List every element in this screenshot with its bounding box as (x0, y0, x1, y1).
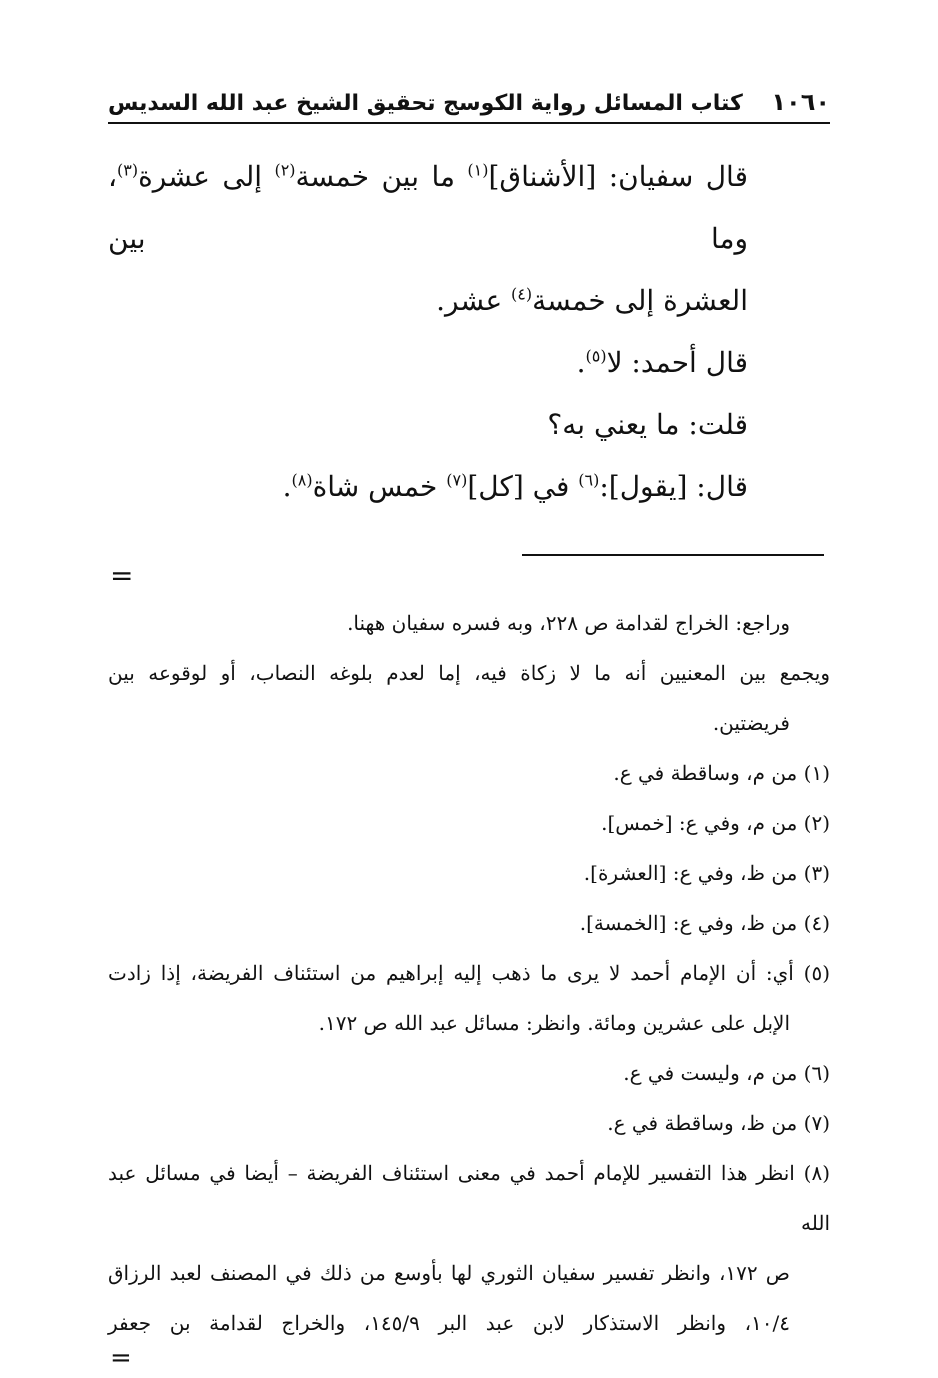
text-run: قال سفيان: [الأشناق] (488, 160, 748, 193)
text-run: عشر. (436, 284, 512, 317)
text-run: خمس شاة (312, 470, 447, 503)
footnote-1: (١) من م، وساقطة في ع. (613, 761, 830, 785)
paragraph-answer (108, 456, 748, 518)
footnote-8: (٨) انظر هذا التفسير للإمام أحمد في معنى استئناف الفريضة – أيضا في مسائل عبد الله (108, 1161, 830, 1235)
paragraph-sufyan-cont (108, 270, 748, 332)
footnote-ref-5[interactable]: (٥) (585, 346, 607, 366)
text-run: قال: [يقول]: (599, 470, 748, 503)
paragraph-ahmad (108, 332, 748, 394)
main-text (108, 146, 830, 518)
continuation-mark-top: = (110, 559, 134, 592)
footnote-ref-7[interactable]: (٧) (446, 470, 468, 490)
footnote-4: (٤) من ظ، وفي ع: [الخمسة]. (579, 911, 830, 935)
footnote-8-cont: ص ١٧٢، وانظر تفسير سفيان الثوري لها بأوسع من ذلك في المصنف لعبد الرزاق (108, 1261, 790, 1285)
footnote-2: (٢) من م، وفي ع: [خمس]. (601, 811, 830, 835)
footnote-ref-2[interactable]: (٢) (274, 160, 296, 180)
text-run: . (576, 346, 586, 379)
continuation-mark-bottom: = (110, 1343, 132, 1373)
footnote-ref-1[interactable]: (١) (467, 160, 489, 180)
footnote-3: (٣) من ظ، وفي ع: [العشرة]. (583, 861, 830, 885)
footnote-ref-6[interactable]: (٦) (578, 470, 600, 490)
page-number: ١٠٦٠ (771, 88, 830, 116)
running-header (108, 88, 830, 124)
text-run: إلى عشرة (138, 160, 275, 193)
footnote-ref-3[interactable]: (٣) (117, 160, 139, 180)
book-page (108, 88, 830, 1373)
footnote-5-cont: الإبل على عشرين ومائة. وانظر: مسائل عبد الله ص ١٧٢. (318, 1011, 790, 1035)
paragraph-sufyan (108, 146, 748, 270)
footnote-separator (522, 554, 824, 556)
footnotes (108, 598, 830, 1348)
book-title: كتاب المسائل رواية الكوسج تحقيق الشيخ عبد الله السديس (108, 91, 743, 116)
text-run: في [كل] (467, 470, 579, 503)
paragraph-question: قلت: ما يعني به؟ (547, 408, 748, 441)
text-run: . (282, 470, 292, 503)
footnote-7: (٧) من ظ، وساقطة في ع. (607, 1111, 830, 1135)
footnote-ref-4[interactable]: (٤) (511, 284, 533, 304)
text-run: العشرة إلى خمسة (532, 284, 748, 317)
text-run: ، وما بين (108, 160, 748, 255)
text-run: ما بين خمسة (295, 160, 468, 193)
footnote-5: (٥) أي: أن الإمام أحمد لا يرى ما ذهب إليه إبراهيم من استئناف الفريضة، إذا زادت (108, 961, 830, 985)
text-run: قال أحمد: لا (606, 346, 748, 379)
footnote-ref-8[interactable]: (٨) (291, 470, 313, 490)
footnote-continued-line: فريضتين. (712, 711, 790, 735)
footnote-6: (٦) من م، وليست في ع. (623, 1061, 830, 1085)
footnote-continued-line: ويجمع بين المعنيين أنه ما لا زكاة فيه، إما لعدم بلوغه النصاب، أو لوقوعه بين (108, 661, 830, 685)
footnote-8-cont: ١٠/٤، وانظر الاستذكار لابن عبد البر ١٤٥/٩، والخراج لقدامة بن جعفر (108, 1311, 790, 1335)
footnote-continued-line: وراجع: الخراج لقدامة ص ٢٢٨، وبه فسره سفيان ههنا. (347, 611, 790, 635)
